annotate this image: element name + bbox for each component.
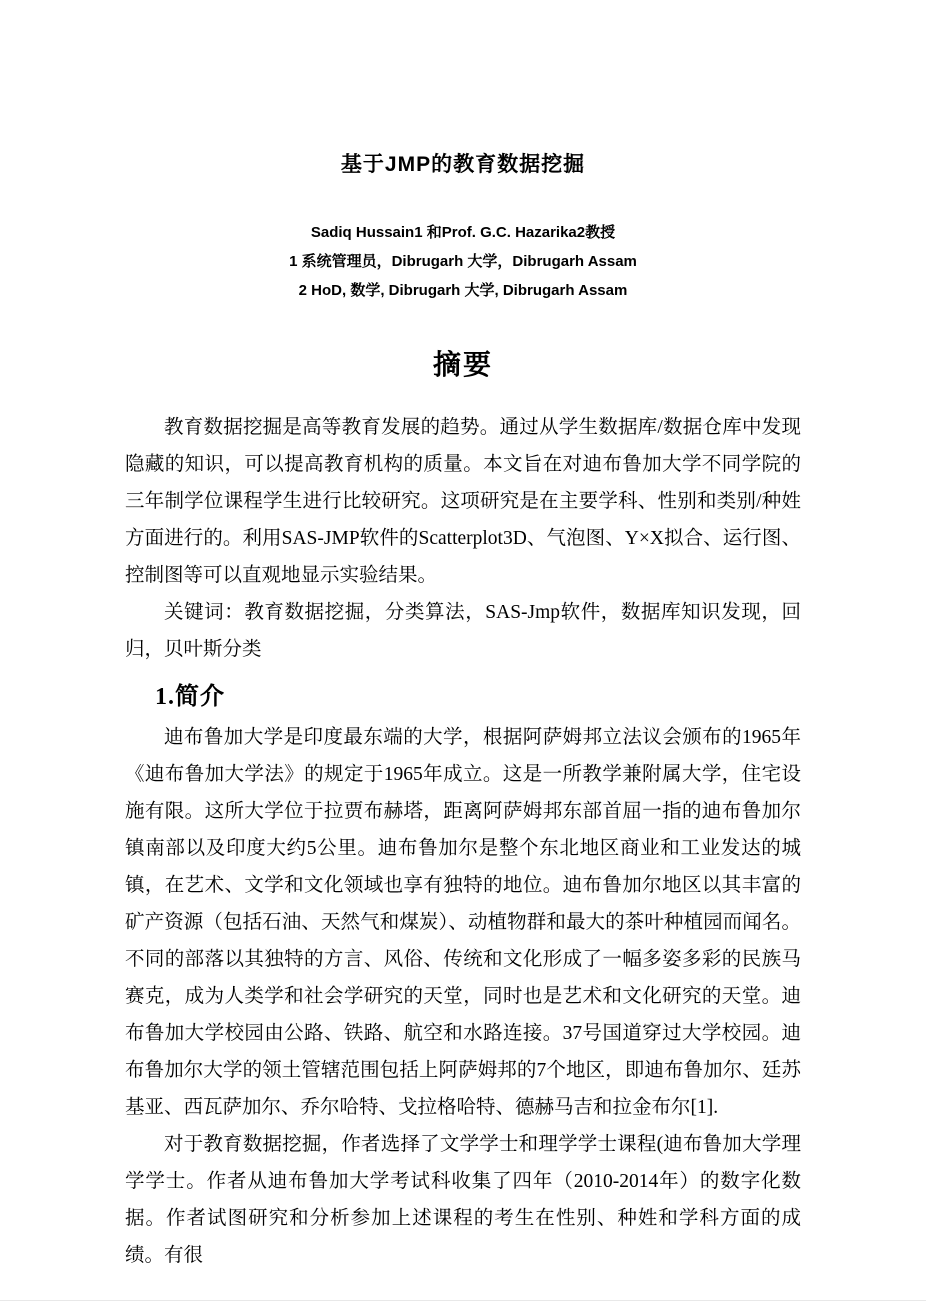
author-line-1: Sadiq Hussain1 和Prof. G.C. Hazarika2教授 (310, 224, 616, 241)
abstract-heading: 摘要 (432, 350, 493, 381)
author-block (125, 218, 801, 305)
paper-title: 基于JMP的教育数据挖掘 (340, 153, 586, 176)
author-line-2: 1 系统管理员，Dibrugarh 大学，Dibrugarh Assam (289, 253, 637, 270)
section-1-heading: 1.简介 (155, 684, 225, 710)
page-bottom-edge (0, 1300, 926, 1301)
section-1-paragraph-1: 迪布鲁加大学是印度最东端的大学，根据阿萨姆邦立法议会颁布的1965年《迪布鲁加大学法》的规定于1965年成立。这是一所教学兼附属大学，住宅设施有限。这所大学位于拉贾布赫塔，距离阿萨姆邦东部首屈一指的迪布鲁加尔镇南部以及印度大约5公里。迪布鲁加尔是整个东北地区商业和工业发达的城镇，在艺术、文学和文化领域也享有独特的地位。迪布鲁加尔地区以其丰富的矿产资源（包括石油、天然气和煤炭）、动植物群和最大的茶叶种植园而闻名。不同的部落以其独特的方言、风俗、传统和文化形成了一幅多姿多彩的民族马赛克，成为人类学和社会学研究的天堂，同时也是艺术和文化研究的天堂。迪布鲁加大学校园由公路、铁路、航空和水路连接。37号国道穿过大学校园。迪布鲁加尔大学的领土管辖范围包括上阿萨姆邦的7个地区，即迪布鲁加尔、廷苏基亚、西瓦萨加尔、乔尔哈特、戈拉格哈特、德赫马吉和拉金布尔[1]. (125, 727, 801, 1118)
abstract-paragraph: 教育数据挖掘是高等教育发展的趋势。通过从学生数据库/数据仓库中发现隐藏的知识，可以提高教育机构的质量。本文旨在对迪布鲁加大学不同学院的三年制学位课程学生进行比较研究。这项研究是在主要学科、性别和类别/种姓方面进行的。利用SAS-JMP软件的Scatterplot3D、气泡图、Y×X拟合、运行图、控制图等可以直观地显示实验结果。 (125, 417, 801, 586)
section-1-paragraph-2: 对于教育数据挖掘，作者选择了文学学士和理学学士课程(迪布鲁加大学理学学士。作者从迪布鲁加大学考试科收集了四年（2010-2014年）的数字化数据。作者试图研究和分析参加上述课程的考生在性别、种姓和学科方面的成绩。有很 (125, 1134, 801, 1266)
author-line-3: 2 HoD, 数学, Dibrugarh 大学, Dibrugarh Assam (298, 282, 628, 299)
keywords-paragraph: 关键词：教育数据挖掘，分类算法，SAS-Jmp软件，数据库知识发现，回归，贝叶斯分类 (125, 602, 801, 660)
